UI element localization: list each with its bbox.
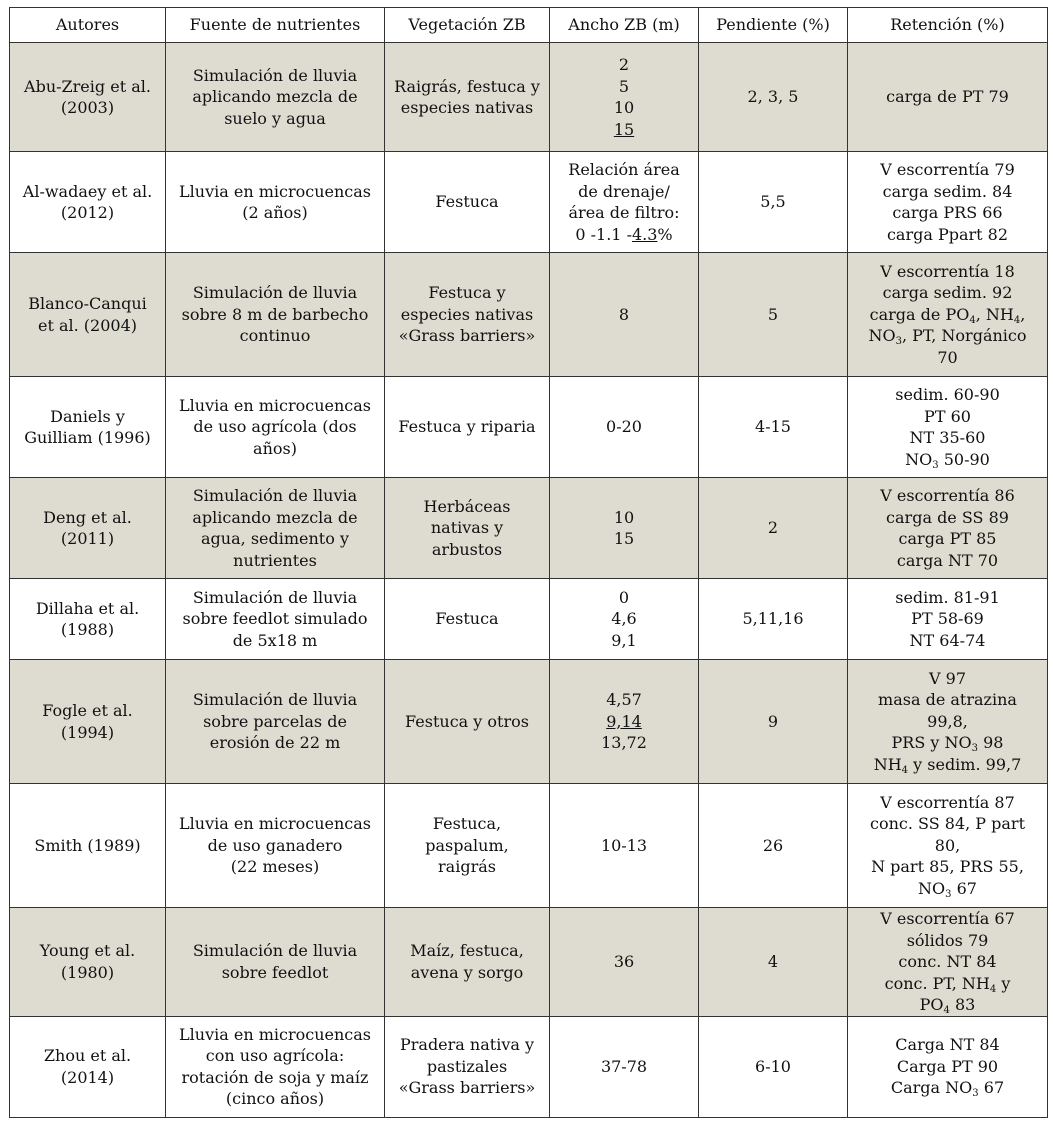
underlined-value: 15 — [613, 119, 635, 139]
underlined-value: 4.3 — [631, 224, 658, 244]
cell-vegetation — [385, 908, 550, 1017]
subscript: 3 — [972, 1088, 979, 1100]
cell-retention — [848, 784, 1048, 908]
cell-line: sobre 8 m de barbecho — [181, 304, 369, 324]
table-row — [10, 908, 1048, 1017]
cell-line: avena y sorgo — [410, 962, 524, 982]
cell-line: V escorrentía 67 — [880, 909, 1015, 928]
cell-line: (cinco años) — [225, 1089, 325, 1108]
cell-line: sobre feedlot simulado — [182, 609, 368, 629]
cell-line: nutrientes — [233, 550, 317, 570]
cell-line: especies nativas — [400, 98, 534, 117]
cell-vegetation — [385, 478, 550, 579]
cell-line: carga PT 85 — [898, 529, 997, 548]
header-autores: Autores — [10, 8, 166, 43]
cell-retention — [848, 579, 1048, 660]
cell-slope — [699, 152, 848, 253]
cell-line: Festuca y otros — [405, 711, 529, 731]
cell-line: 70 — [937, 347, 958, 367]
cell-line: nativas y — [430, 518, 504, 538]
cell-line: conc. PT, $NH_4$ y — [884, 973, 1011, 995]
cell-line: Lluvia en microcuencas — [179, 1024, 371, 1044]
cell-line: de 5x18 m — [232, 630, 318, 650]
cell-authors — [10, 152, 166, 253]
cell-line: 10 — [613, 507, 635, 527]
cell-source — [166, 377, 385, 478]
cell-authors — [10, 784, 166, 908]
cell-line: 9,1 — [611, 630, 637, 650]
cell-line: PRS y $NO_3$ 98 — [891, 733, 1004, 755]
cell-line: carga de $PO_4$, $NH_4$, — [869, 304, 1026, 326]
cell-line: (1988) — [60, 620, 115, 639]
cell-line: Herbáceas — [423, 496, 511, 516]
cell-line: Lluvia en microcuencas — [179, 395, 371, 415]
cell-width — [550, 152, 699, 253]
cell-line: NT 64-74 — [909, 630, 986, 650]
cell-source — [166, 1016, 385, 1117]
cell-line — [554, 711, 694, 733]
cell-line: V escorrentía 18 — [880, 261, 1015, 281]
cell-authors — [10, 377, 166, 478]
subscript: 4 — [969, 314, 976, 326]
cell-slope — [699, 377, 848, 478]
cell-line: (2003) — [60, 98, 115, 117]
cell-retention — [848, 478, 1048, 579]
cell-line: (2 años) — [242, 203, 308, 222]
cell-line: (2012) — [60, 203, 115, 222]
cell-line: Simulación de lluvia — [192, 486, 358, 505]
subscript: 3 — [895, 336, 902, 348]
cell-line: carga de SS 89 — [886, 507, 1009, 527]
cell-line: carga Ppart 82 — [886, 224, 1009, 244]
cell-line: área de filtro: — [568, 203, 680, 222]
cell-line: V escorrentía 86 — [880, 486, 1015, 505]
cell-line: V escorrentía 87 — [880, 792, 1015, 812]
cell-line: 2, 3, 5 — [747, 87, 799, 107]
cell-line: carga sedim. 84 — [882, 181, 1013, 201]
cell-retention — [848, 1016, 1048, 1117]
table-row — [10, 377, 1048, 478]
cell-source — [166, 152, 385, 253]
cell-authors — [10, 253, 166, 377]
cell-line: 15 — [613, 529, 635, 548]
cell-line: «Grass barriers» — [398, 326, 536, 346]
cell-line: aplicando mezcla de — [192, 87, 358, 107]
header-row — [10, 8, 1048, 43]
cell-line: Zhou et al. — [43, 1046, 132, 1065]
cell-line: Al-wadaey et al. — [22, 181, 153, 201]
cell-line: $PO_4$ 83 — [919, 995, 976, 1016]
cell-line: erosión de 22 m — [209, 733, 341, 753]
header-pendiente: Pendiente (%) — [699, 8, 848, 43]
cell-line: Festuca — [435, 609, 499, 629]
cell-slope — [699, 253, 848, 377]
cell-line: 37-78 — [600, 1056, 648, 1076]
cell-line: aplicando mezcla de — [192, 507, 358, 527]
cell-line: Daniels y — [50, 406, 125, 426]
cell-line: raigrás — [438, 857, 496, 877]
cell-vegetation — [385, 1016, 550, 1117]
cell-line: Blanco-Canqui — [28, 294, 147, 313]
cell-line: 99,8, — [927, 711, 968, 731]
cell-line: Simulación de lluvia — [192, 587, 358, 607]
cell-line: Simulación de lluvia — [192, 941, 358, 961]
cell-line: $NO_3$ 67 — [918, 878, 977, 900]
cell-line: Maíz, festuca, — [410, 941, 524, 961]
cell-line: Raigrás, festuca y — [394, 76, 540, 96]
cell-source — [166, 660, 385, 784]
cell-line: 4-15 — [755, 417, 791, 437]
cell-line: Festuca — [435, 192, 499, 212]
cell-slope — [699, 1016, 848, 1117]
cell-authors — [10, 478, 166, 579]
table-row — [10, 253, 1048, 377]
cell-line: sedim. 60-90 — [895, 385, 1000, 404]
cell-retention — [848, 152, 1048, 253]
cell-line: 26 — [762, 835, 784, 855]
cell-line: (2014) — [60, 1067, 115, 1087]
cell-line: (2011) — [60, 529, 115, 548]
cell-line: sobre feedlot — [221, 962, 329, 982]
cell-line: de uso ganadero — [207, 835, 343, 855]
cell-retention — [848, 908, 1048, 1017]
cell-slope — [699, 784, 848, 908]
cell-width — [550, 377, 699, 478]
cell-authors — [10, 579, 166, 660]
cell-width — [550, 660, 699, 784]
cell-line: rotación de soja y maíz — [181, 1067, 369, 1087]
table-row — [10, 152, 1048, 253]
cell-line: (1994) — [60, 722, 115, 742]
cell-line: Carga NT 84 — [895, 1035, 1000, 1055]
cell-authors — [10, 1016, 166, 1117]
cell-width — [550, 478, 699, 579]
cell-line: sólidos 79 — [906, 930, 989, 950]
subscript: 4 — [943, 1005, 950, 1016]
header-retencion: Retención (%) — [848, 8, 1048, 43]
cell-line: Guilliam (1996) — [24, 428, 151, 447]
cell-line: $NO_3$ 50-90 — [905, 449, 990, 471]
cell-line: Festuca y riparia — [398, 417, 536, 437]
cell-line: 0 -1.1 -4.3% — [575, 224, 673, 244]
cell-line: 5 — [618, 76, 630, 96]
cell-source — [166, 253, 385, 377]
cell-line: N part 85, PRS 55, — [871, 857, 1024, 877]
table-body — [10, 43, 1048, 1118]
subscript: 3 — [932, 459, 939, 471]
cell-line: «Grass barriers» — [398, 1078, 536, 1098]
cell-line: 0 — [618, 587, 630, 607]
cell-retention — [848, 43, 1048, 152]
cell-line: arbustos — [431, 539, 503, 559]
cell-line: años) — [253, 438, 297, 458]
cell-line: NT 35-60 — [909, 428, 986, 447]
cell-slope — [699, 579, 848, 660]
cell-line: Young et al. — [39, 941, 136, 961]
cell-width — [550, 908, 699, 1017]
cell-line: 9 — [767, 711, 779, 731]
cell-line: Relación área — [568, 160, 680, 179]
table-row — [10, 1016, 1048, 1117]
cell-line: conc. NT 84 — [898, 952, 997, 971]
cell-vegetation — [385, 660, 550, 784]
cell-source — [166, 784, 385, 908]
header-vegetacion: Vegetación ZB — [385, 8, 550, 43]
cell-slope — [699, 660, 848, 784]
cell-line: sobre parcelas de — [203, 711, 347, 731]
cell-width — [550, 253, 699, 377]
cell-line: pastizales — [426, 1056, 508, 1076]
cell-line: masa de atrazina — [878, 690, 1017, 710]
cell-line: Simulación de lluvia — [192, 690, 358, 710]
cell-width — [550, 43, 699, 152]
subscript: 3 — [945, 888, 952, 900]
cell-retention — [848, 253, 1048, 377]
cell-line: agua, sedimento y — [201, 529, 349, 548]
cell-line: Abu-Zreig et al. — [24, 76, 151, 96]
table-row — [10, 579, 1048, 660]
subscript: 4 — [989, 983, 997, 995]
cell-width — [550, 1016, 699, 1117]
cell-retention — [848, 377, 1048, 478]
cell-line: sedim. 81-91 — [895, 587, 1000, 607]
cell-line: PT 60 — [924, 406, 971, 426]
cell-width — [550, 579, 699, 660]
cell-line: $NO_3$, PT, Norgánico — [868, 326, 1027, 348]
cell-line: Lluvia en microcuencas — [179, 181, 371, 201]
cell-line: 6-10 — [755, 1056, 791, 1076]
cell-vegetation — [385, 579, 550, 660]
table-row — [10, 784, 1048, 908]
cell-line: Pradera nativa y — [399, 1035, 535, 1055]
cell-line: 4,57 — [606, 690, 642, 710]
subscript: 4 — [1013, 314, 1021, 326]
cell-line: 10-13 — [600, 835, 648, 855]
cell-line: 5,5 — [760, 192, 786, 212]
header-ancho: Ancho ZB (m) — [550, 8, 699, 43]
cell-line: 2 — [767, 518, 779, 538]
cell-line: 4,6 — [611, 609, 637, 629]
table-row — [10, 43, 1048, 152]
cell-line: especies nativas — [400, 304, 534, 324]
cell-line: 4 — [767, 952, 779, 971]
cell-slope — [699, 478, 848, 579]
cell-line: PT 58-69 — [911, 609, 984, 629]
cell-line: 0-20 — [606, 417, 642, 437]
table-row — [10, 478, 1048, 579]
cell-retention — [848, 660, 1048, 784]
cell-line: Festuca y — [428, 283, 506, 303]
underlined-value: 9,14 — [606, 711, 642, 731]
cell-vegetation — [385, 253, 550, 377]
cell-authors — [10, 660, 166, 784]
cell-line: continuo — [239, 326, 311, 346]
cell-width — [550, 784, 699, 908]
cell-line: Fogle et al. — [42, 701, 133, 720]
subscript: 4 — [901, 764, 909, 776]
cell-line: de uso agrícola (dos — [193, 417, 357, 437]
cell-line: 5 — [767, 304, 779, 324]
cell-line: Simulación de lluvia — [192, 65, 358, 85]
cell-line: paspalum, — [425, 835, 509, 855]
cell-line: carga PRS 66 — [892, 203, 1003, 222]
cell-line: Dillaha et al. — [35, 598, 140, 618]
cell-line: 80, — [934, 835, 961, 855]
table-row — [10, 660, 1048, 784]
cell-line: 2 — [618, 55, 630, 74]
cell-line: 36 — [613, 952, 635, 971]
cell-line: V 97 — [929, 668, 966, 688]
cell-line: con uso agrícola: — [205, 1046, 345, 1065]
cell-line: (22 meses) — [230, 857, 320, 877]
cell-slope — [699, 908, 848, 1017]
cell-line — [554, 119, 694, 141]
cell-line: 10 — [613, 98, 635, 117]
cell-line: Carga $NO_3$ 67 — [890, 1078, 1005, 1100]
header-fuente: Fuente de nutrientes — [166, 8, 385, 43]
cell-line: $NH_4$ y sedim. 99,7 — [873, 754, 1022, 776]
cell-line: 8 — [618, 304, 630, 324]
cell-line: Deng et al. — [43, 507, 132, 527]
cell-slope — [699, 43, 848, 152]
cell-authors — [10, 908, 166, 1017]
cell-line: Lluvia en microcuencas — [179, 814, 371, 834]
cell-line: de drenaje/ — [578, 181, 670, 201]
cell-line: et al. (2004) — [37, 315, 137, 335]
cell-line: Smith (1989) — [34, 835, 141, 855]
nutrient-retention-table — [9, 7, 1048, 1118]
cell-source — [166, 579, 385, 660]
cell-line: 13,72 — [601, 733, 647, 753]
cell-line: Carga PT 90 — [896, 1056, 999, 1076]
cell-line: conc. SS 84, P part — [870, 814, 1025, 834]
cell-source — [166, 908, 385, 1017]
cell-source — [166, 43, 385, 152]
cell-vegetation — [385, 377, 550, 478]
cell-authors — [10, 43, 166, 152]
cell-vegetation — [385, 784, 550, 908]
cell-line: Simulación de lluvia — [192, 283, 358, 303]
cell-vegetation — [385, 152, 550, 253]
cell-source — [166, 478, 385, 579]
cell-vegetation — [385, 43, 550, 152]
cell-line: 5,11,16 — [742, 609, 804, 629]
cell-line: carga de PT 79 — [886, 87, 1009, 107]
cell-line: carga sedim. 92 — [882, 283, 1013, 303]
subscript: 3 — [971, 743, 979, 755]
cell-line: suelo y agua — [224, 108, 326, 128]
cell-line: carga NT 70 — [896, 550, 999, 570]
cell-line: Festuca, — [432, 814, 502, 834]
cell-line: (1980) — [60, 962, 115, 982]
cell-line: V escorrentía 79 — [880, 160, 1015, 179]
